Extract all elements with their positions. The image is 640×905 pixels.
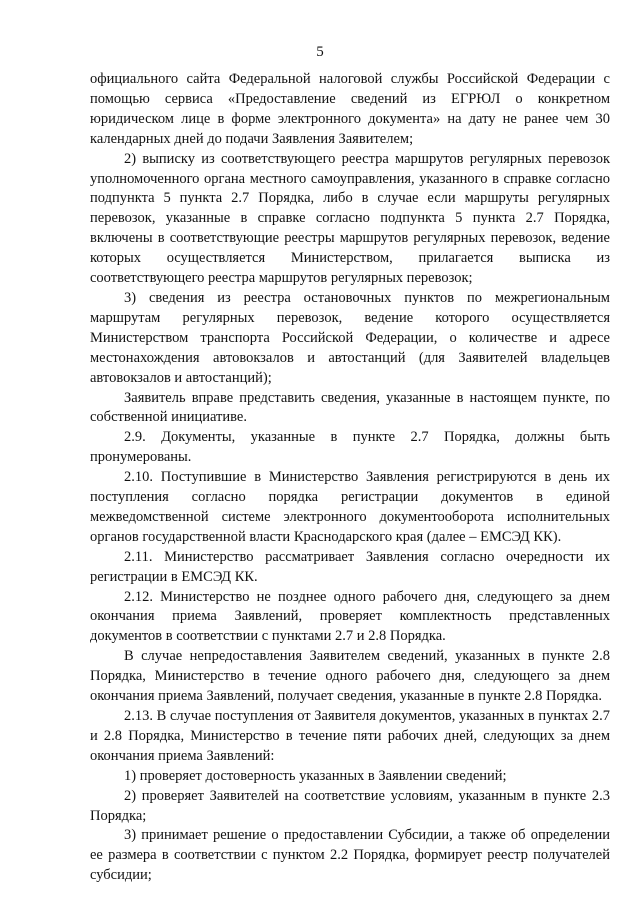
paragraph-2-12: 2.12. Министерство не позднее одного рабочего дня, следующего за днем окончания приема Заявлений, проверяет комплектность представленных документов в соответствии с пунктами 2.7 и 2.8 Порядка. <box>90 588 610 645</box>
paragraph-2-13-item-1: 1) проверяет достоверность указанных в Заявлении сведений; <box>124 767 507 784</box>
paragraph-2-13-item-2: 2) проверяет Заявителей на соответствие условиям, указанным в пункте 2.3 Порядка; <box>90 787 610 824</box>
paragraph-egrul-extract: официального сайта Федеральной налоговой службы Российской Федерации с помощью сервиса «Предоставление сведений из ЕГРЮЛ о конкретном юридическом лице в форме электронного документа» на дату не ранее чем 30 календарных дней до подачи Заявления Заявителем; <box>90 71 610 147</box>
page-number: 5 <box>316 44 324 60</box>
paragraph-non-provision: В случае непредоставления Заявителем сведений, указанных в пункте 2.8 Порядка, Министерство в течение одного рабочего дня, следующего за днем окончания приема Заявлений, получает сведения, указанные в пункте 2.8 Порядка. <box>90 648 610 705</box>
paragraph-own-initiative: Заявитель вправе представить сведения, указанные в настоящем пункте, по собственной инициативе. <box>90 389 610 426</box>
paragraph-item-3: 3) сведения из реестра остановочных пунктов по межрегиональным маршрутам регулярных перевозок, ведение которого осуществляется Министерством транспорта Российской Федерации, о количестве и адресе местонахождения автовокзалов и автостанций (для Заявителей владельцев автовокзалов и автостанций); <box>90 289 610 386</box>
document-body <box>90 70 610 886</box>
paragraph-item-2: 2) выписку из соответствующего реестра маршрутов регулярных перевозок уполномоченного органа местного самоуправления, указанного в справке согласно подпункта 5 пункта 2.7 Порядка, либо в случае если маршруты регулярных перевозок, указанные в справке согласно подпункта 5 пункта 2.7 Порядка, включены в соответствующие реестры маршрутов регулярных перевозок, ведение которых осуществляется Министерством, прилагается выписка из соответствующего реестра маршрутов регулярных перевозок; <box>90 150 610 287</box>
paragraph-2-10: 2.10. Поступившие в Министерство Заявления регистрируются в день их поступления согласно порядка регистрации документов в единой межведомственной системе электронного документооборота исполнительных органов государственной власти Краснодарского края (далее – ЕМСЭД КК). <box>90 469 610 545</box>
paragraph-2-11: 2.11. Министерство рассматривает Заявления согласно очередности их регистрации в ЕМСЭД КК. <box>90 548 610 585</box>
paragraph-2-13: 2.13. В случае поступления от Заявителя документов, указанных в пунктах 2.7 и 2.8 Порядка, Министерство в течение пяти рабочих дней, следующих за днем окончания приема Заявлений: <box>90 708 610 764</box>
paragraph-2-13-item-3: 3) принимает решение о предоставлении Субсидии, а также об определении ее размера в соответствии с пунктом 2.2 Порядка, формирует реестр получателей субсидии; <box>90 827 610 884</box>
paragraph-2-9: 2.9. Документы, указанные в пункте 2.7 Порядка, должны быть пронумерованы. <box>90 429 610 466</box>
